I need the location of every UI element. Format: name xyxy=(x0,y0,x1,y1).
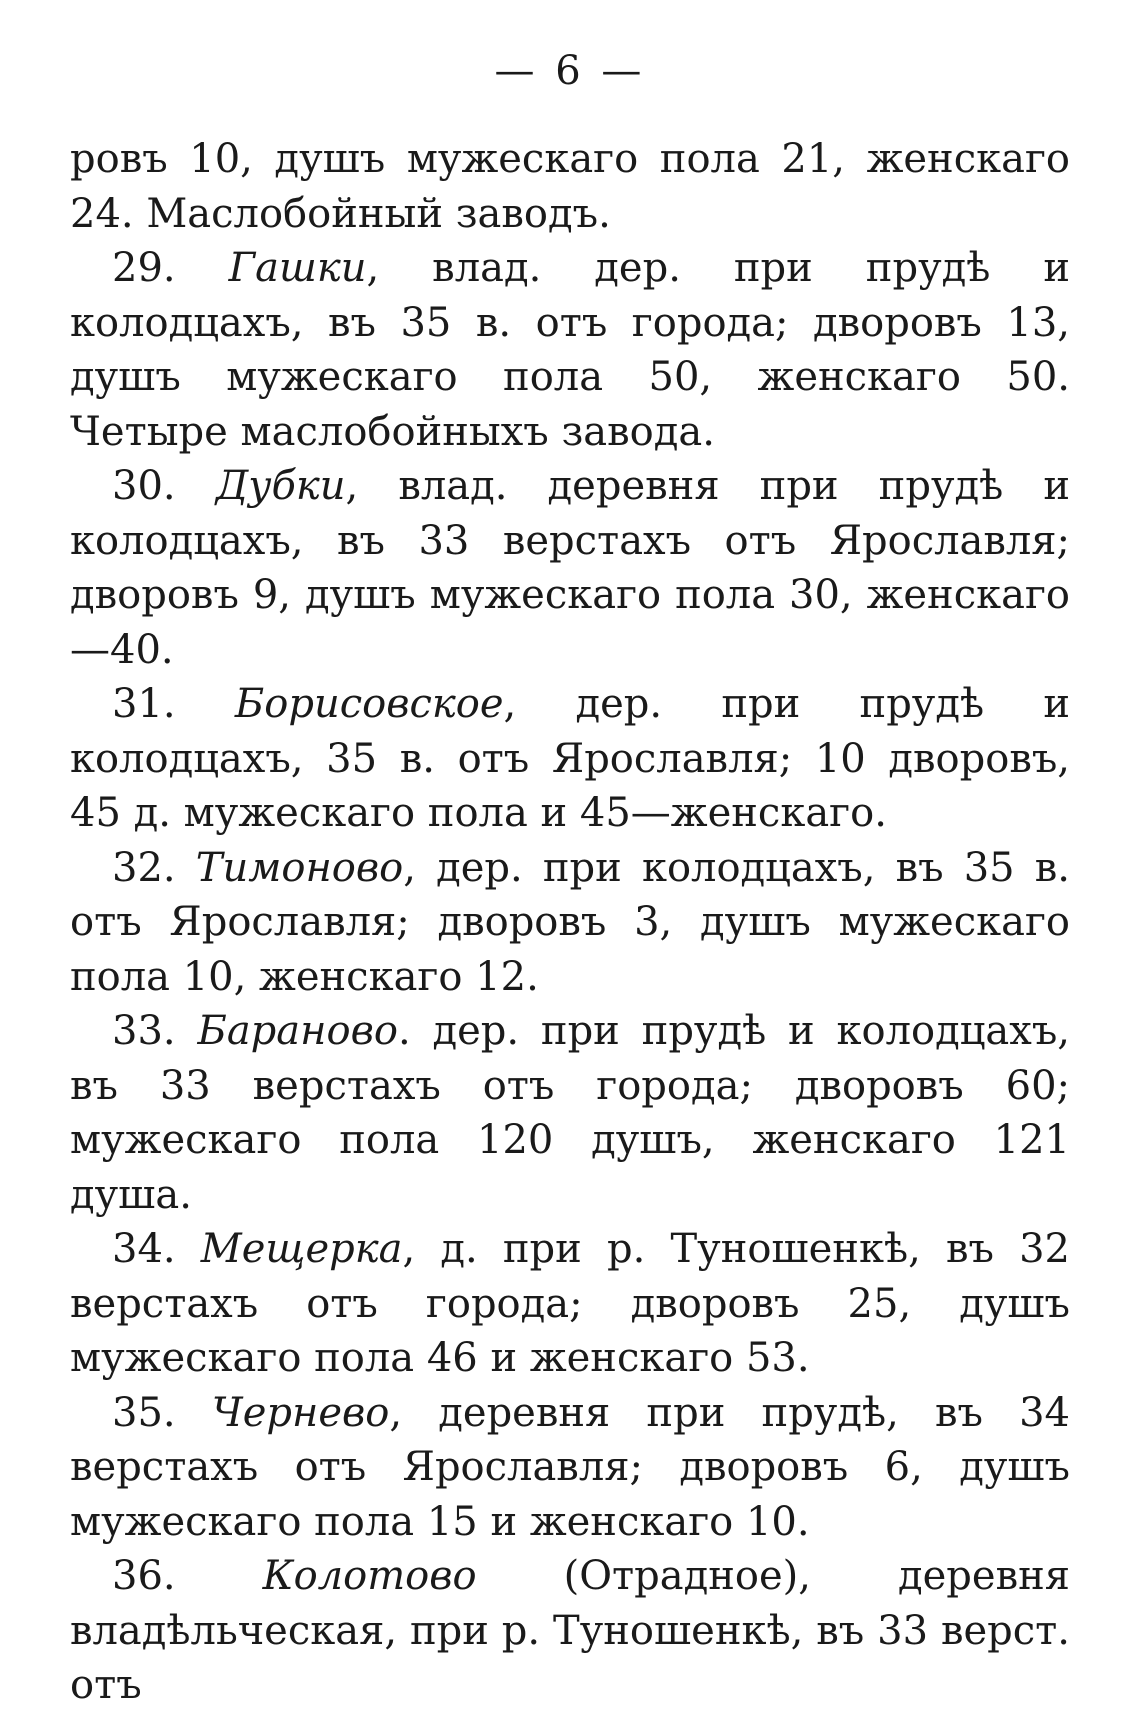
entry-30 xyxy=(70,459,1070,677)
place-name: Тимоново xyxy=(195,844,404,891)
entry-text: (Отрадное), деревня владѣльческая, при р. Туношенкѣ, въ 33 верст. отъ xyxy=(70,1553,1070,1708)
entry-number: 31. xyxy=(112,681,235,727)
entry-number: 36. xyxy=(112,1553,263,1599)
entry-36 xyxy=(70,1549,1070,1713)
place-name: Мещерка xyxy=(200,1226,403,1272)
entry-31 xyxy=(70,677,1070,841)
entry-number: 35. xyxy=(112,1389,212,1436)
entry-text: , деревня при прудѣ, въ 34 верстахъ отъ Ярославля; дворовъ 6, душъ мужескаго пола 15 и женскаго 10. xyxy=(70,1389,1071,1545)
entry-text: . дер. при прудѣ и колодцахъ, въ 33 верстахъ отъ города; дворовъ 60; мужескаго пола 120 душъ, женскаго 121 душа. xyxy=(70,1008,1071,1218)
entry-number: 34. xyxy=(112,1226,201,1272)
entry-33 xyxy=(70,1004,1070,1222)
entry-text: , влад. дер. при прудѣ и колодцахъ, въ 35 в. отъ города; дворовъ 13, душъ мужескаго пола 50, женскаго 50. Четыре маслобойныхъ завода. xyxy=(70,245,1071,455)
entry-text: , дер. при колодцахъ, въ 35 в. отъ Ярославля; дворовъ 3, душъ мужескаго пола 10, женскаго 12. xyxy=(70,844,1070,1000)
entry-32 xyxy=(70,841,1070,1005)
entry-text: , влад. деревня при прудѣ и колодцахъ, въ 33 верстахъ отъ Ярославля; дворовъ 9, душъ мужескаго пола 30, женскаго—40. xyxy=(70,463,1070,673)
entry-number: 33. xyxy=(112,1008,198,1054)
entry-text: , дер. при прудѣ и колодцахъ, 35 в. отъ Ярославля; 10 дворовъ, 45 д. мужескаго пола и 45—женскаго. xyxy=(70,681,1071,836)
entry-29 xyxy=(70,241,1070,459)
place-name: Колотово xyxy=(262,1553,477,1599)
entry-35 xyxy=(70,1386,1070,1550)
page-body xyxy=(70,132,1070,1713)
page-number: — 6 — xyxy=(494,48,646,94)
place-name: Дубки xyxy=(215,463,346,509)
entry-number: 30. xyxy=(112,463,216,509)
place-name: Борисовское xyxy=(234,681,504,727)
place-name: Чернево xyxy=(211,1389,390,1436)
entry-34 xyxy=(70,1222,1070,1386)
place-name: Гашки xyxy=(228,245,367,291)
entry-text: , д. при р. Туношенкѣ, въ 32 верстахъ отъ города; дворовъ 25, душъ мужескаго пола 46 и женскаго 53. xyxy=(70,1226,1071,1381)
entry-number: 29. xyxy=(112,245,229,291)
entry-number: 32. xyxy=(112,844,196,891)
continuation-paragraph: ровъ 10, душъ мужескаго пола 21, женскаго 24. Маслобойный заводъ. xyxy=(70,136,1070,237)
place-name: Бараново xyxy=(197,1008,398,1054)
